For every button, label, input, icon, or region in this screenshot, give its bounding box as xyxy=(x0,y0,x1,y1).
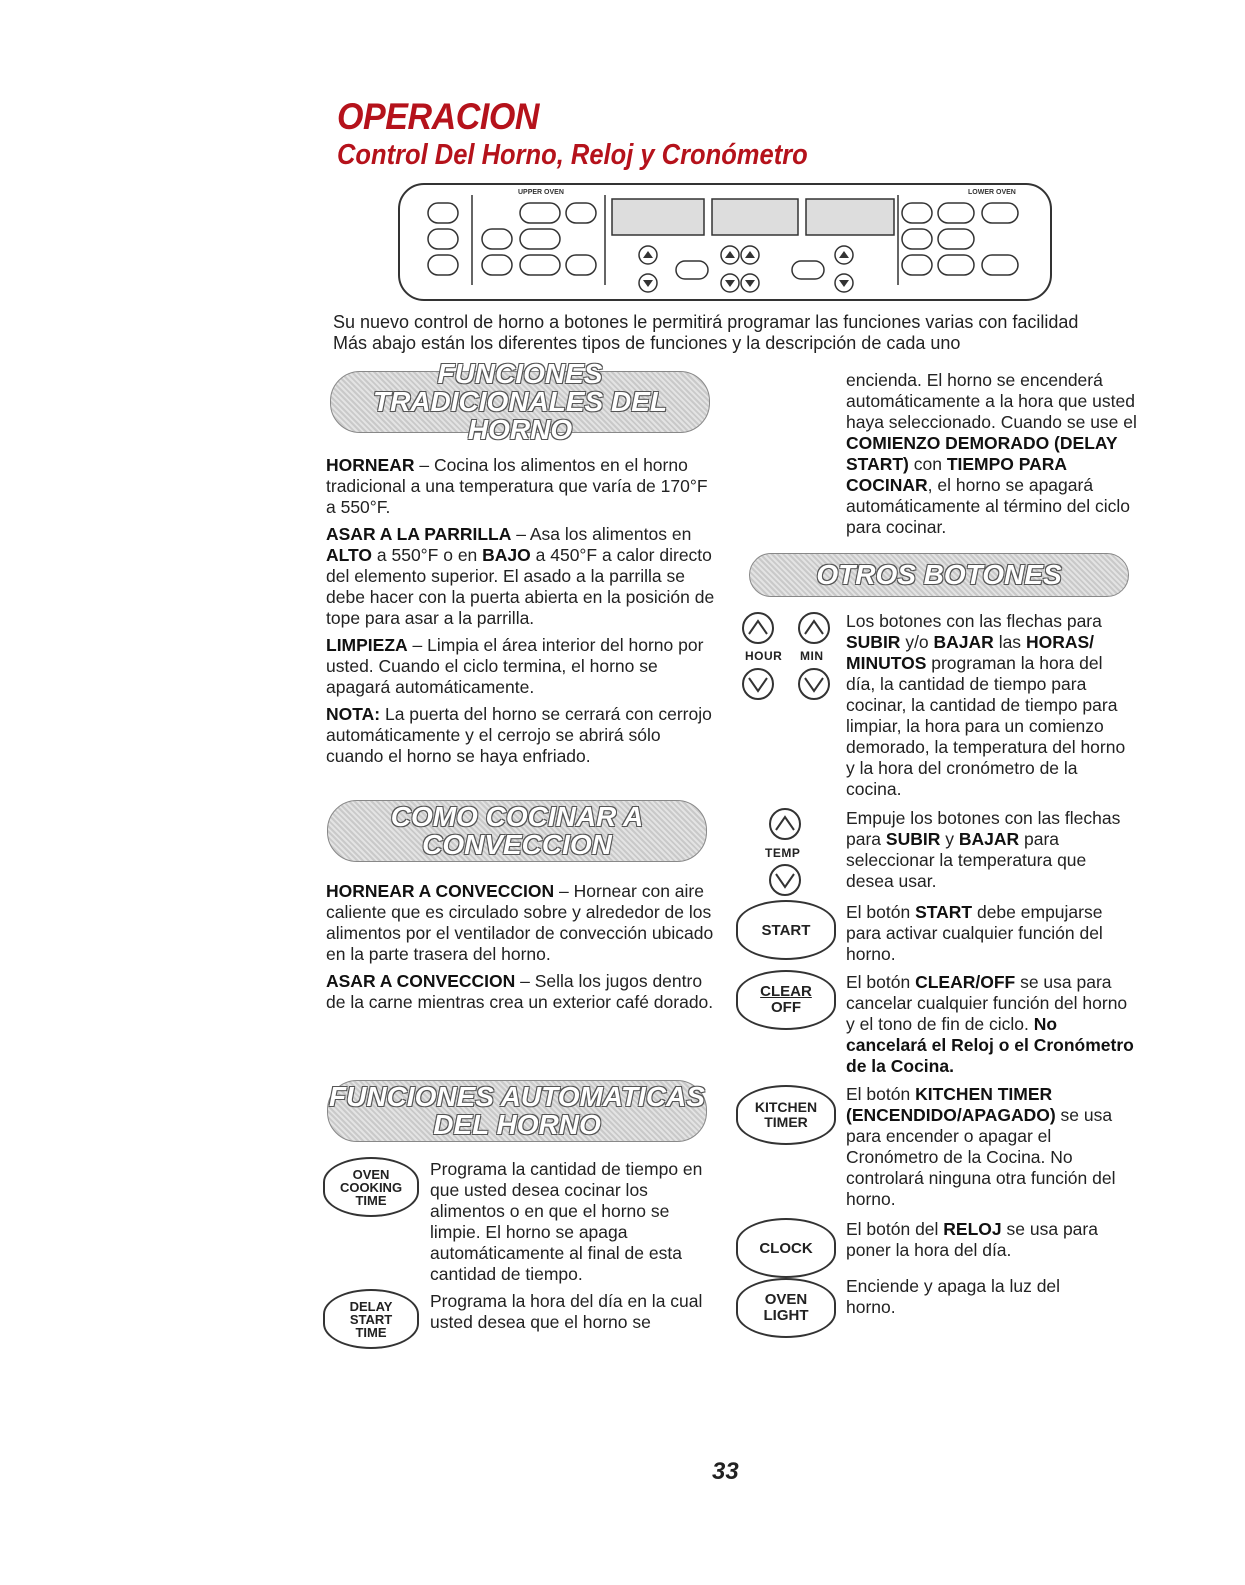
timer-label: TIMER xyxy=(764,1114,808,1130)
clear-off-text xyxy=(846,972,1136,1077)
clear-term: CLEAR/OFF xyxy=(915,972,1016,992)
banner-traditional-line-1: FUNCIONES xyxy=(437,358,603,389)
temp-text-3: para seleccionar la temperatura que desea usar. xyxy=(846,829,1087,891)
start-button-label: START xyxy=(761,921,811,939)
term-clean: LIMPIEZA xyxy=(326,635,408,655)
delay-cont-3: , el horno se apagará automáticamente al término del ciclo para cocinar. xyxy=(846,475,1131,537)
term-convection-bake: HORNEAR A CONVECCION xyxy=(326,881,555,901)
start-term: START xyxy=(915,902,973,922)
clock-text-2: se usa para poner la hora del día. xyxy=(846,1219,1098,1260)
control-panel-diagram xyxy=(398,183,1052,301)
hm-text-4: programan la hora del día, la cantidad de tiempo para cocinar, la cantidad de tiempo para limpiar, la hora para un comienzo demorado, la temperatura del horno y la hora del cronómetro de la cocina. xyxy=(846,653,1126,799)
kitchen-label: KITCHEN xyxy=(754,1099,818,1115)
start-text xyxy=(846,902,1136,965)
desc-broil-3: a 450°F a calor directo del elemento superior. El asado a la parrilla se debe hacer con la puerta abierta en la posición de tope para asar a la parrilla. xyxy=(326,545,715,628)
kitchen-timer-button xyxy=(736,1085,836,1145)
banner-convection-line-2: CONVECCION xyxy=(422,829,612,860)
page-subtitle: Control Del Horno, Reloj y Cronómetro xyxy=(337,139,808,171)
clock-text xyxy=(846,1219,1136,1261)
oven-cooking-time-label-3: TIME xyxy=(355,1192,387,1208)
min-label: MIN xyxy=(800,649,824,663)
clock-button xyxy=(736,1218,836,1278)
hour-label: HOUR xyxy=(745,649,783,663)
desc-note: La puerta del horno se cerrará con cerrojo automáticamente y el cerrojo se abrirá sólo cuando el horno se haya enfriado. xyxy=(326,704,712,766)
light-label: LIGHT xyxy=(763,1307,809,1324)
banner-automatic-line-1: FUNCIONES AUTOMATICAS xyxy=(329,1081,705,1112)
delay-cont-term-2: TIEMPO PARA COCINAR xyxy=(846,454,1067,495)
banner-traditional-functions xyxy=(330,358,710,445)
convection-text xyxy=(326,881,716,1013)
temp-up: SUBIR xyxy=(885,829,941,849)
hm-text-2: y/o xyxy=(900,632,934,652)
timer-text-2: se usa para encender o apagar el Cronómetro de la Cocina. No controlará ninguna otra función del horno. xyxy=(846,1105,1116,1209)
oven-light-text: Enciende y apaga la luz del horno. xyxy=(846,1276,1061,1317)
delay-cont-1: encienda. El horno se encenderá automáticamente a la hora que usted haya seleccionado. Cuando se use el xyxy=(846,370,1137,432)
oven-cooking-time-button xyxy=(323,1157,419,1217)
clear-text-1: El botón xyxy=(846,972,916,992)
delay-start-label-2: START xyxy=(349,1311,393,1327)
page-number: 33 xyxy=(712,1458,739,1485)
upper-oven-label: UPPER OVEN xyxy=(518,189,564,196)
oven-light-button xyxy=(736,1278,836,1338)
banner-other-line-1: OTROS BOTONES xyxy=(816,559,1062,590)
banner-convection xyxy=(327,800,707,862)
timer-text-1: El botón xyxy=(846,1084,916,1104)
hm-text-1: Los botones con las flechas para xyxy=(846,611,1102,631)
intro-line-1: Su nuevo control de horno a botones le permitirá programar las funciones varias con facilidad xyxy=(333,312,1079,332)
delay-start-label-1: DELAY xyxy=(349,1298,393,1314)
term-convection-roast: ASAR A CONVECCION xyxy=(326,971,516,991)
intro-text xyxy=(333,312,1133,354)
temp-text xyxy=(846,808,1136,892)
banner-automatic-functions xyxy=(327,1080,707,1142)
hm-hours: HORAS/ MINUTOS xyxy=(846,632,1094,673)
delay-start-continued-text xyxy=(846,370,1146,538)
timer-term: KITCHEN TIMER (ENCENDIDO/APAGADO) xyxy=(846,1084,1056,1125)
traditional-functions-text xyxy=(326,455,716,767)
oven-cooking-time-label-2: COOKING xyxy=(339,1179,403,1195)
oven-cooking-time-text: Programa la cantidad de tiempo en que usted desea cocinar los alimentos o en que el horno se limpie. El horno se apaga automáticamente al final de esta cantidad de tiempo. xyxy=(430,1159,703,1284)
clock-term: RELOJ xyxy=(943,1219,1002,1239)
temp-down: BAJAR xyxy=(958,829,1020,849)
page-title: OPERACION xyxy=(337,96,540,137)
start-text-2: debe empujarse para activar cualquier función del horno. xyxy=(846,902,1103,964)
desc-clean: – Limpia el área interior del horno por usted. Cuando el ciclo termina, el horno se apagará automáticamente. xyxy=(326,635,704,697)
broil-low: BAJO xyxy=(482,545,531,565)
start-button xyxy=(736,900,836,960)
temp-label: TEMP xyxy=(765,846,801,860)
term-broil: ASAR A LA PARRILLA xyxy=(326,524,512,544)
delay-start-label-3: TIME xyxy=(355,1324,387,1340)
oven-cooking-time-label-1: OVEN xyxy=(352,1166,390,1182)
lower-oven-label: LOWER OVEN xyxy=(968,189,1016,196)
banner-convection-line-1: COMO COCINAR A xyxy=(390,801,644,832)
hm-down: BAJAR xyxy=(933,632,994,652)
kitchen-timer-text xyxy=(846,1084,1136,1210)
temp-text-2: y xyxy=(940,829,959,849)
banner-automatic-line-2: DEL HORNO xyxy=(433,1109,601,1140)
delay-start-time-button xyxy=(323,1289,419,1349)
desc-bake: – Cocina los alimentos en el horno tradicional a una temperatura que varía de 170°F a 550°F. xyxy=(326,455,708,517)
hm-text-3: las xyxy=(993,632,1026,652)
temp-text-1: Empuje los botones con las flechas para xyxy=(846,808,1121,849)
term-bake: HORNEAR xyxy=(326,455,415,475)
intro-line-2: Más abajo están los diferentes tipos de funciones y la descripción de cada uno xyxy=(333,333,961,353)
banner-traditional-line-2: TRADICIONALES DEL HORNO xyxy=(373,386,667,445)
clear-off-button xyxy=(736,970,836,1030)
clock-button-label: CLOCK xyxy=(759,1239,813,1257)
delay-cont-term-1: COMIENZO DEMORADO (DELAY START) xyxy=(846,433,1118,474)
desc-convection-bake: – Hornear con aire caliente que es circulado sobre y alrededor de los alimentos por el ventilador de convección ubicado en la parte trasera del horno. xyxy=(326,881,714,964)
off-label: OFF xyxy=(771,999,801,1016)
hm-up: SUBIR xyxy=(846,632,901,652)
term-note: NOTA: xyxy=(326,704,381,724)
desc-broil-2: a 550°F o en xyxy=(372,545,483,565)
delay-cont-2: con xyxy=(908,454,947,474)
clear-text-2: se usa para cancelar cualquier función del horno y el tono de fin de ciclo. xyxy=(846,972,1128,1034)
broil-high: ALTO xyxy=(326,545,373,565)
banner-other-buttons xyxy=(749,553,1129,597)
desc-convection-roast: – Sella los jugos dentro de la carne mientras crea un exterior café dorado. xyxy=(326,971,714,1012)
control-panel-graphic xyxy=(400,185,1050,299)
hour-min-text xyxy=(846,611,1136,800)
clear-note: No cancelará el Reloj o el Cronómetro de la Cocina. xyxy=(846,1014,1134,1076)
oven-label: OVEN xyxy=(764,1291,808,1308)
start-text-1: El botón xyxy=(846,902,916,922)
delay-start-time-text: Programa la hora del día en la cual usted desea que el horno se xyxy=(430,1291,703,1332)
desc-broil-1: – Asa los alimentos en xyxy=(511,524,692,544)
clock-text-1: El botón del xyxy=(846,1219,944,1239)
clear-label: CLEAR xyxy=(760,983,812,1000)
